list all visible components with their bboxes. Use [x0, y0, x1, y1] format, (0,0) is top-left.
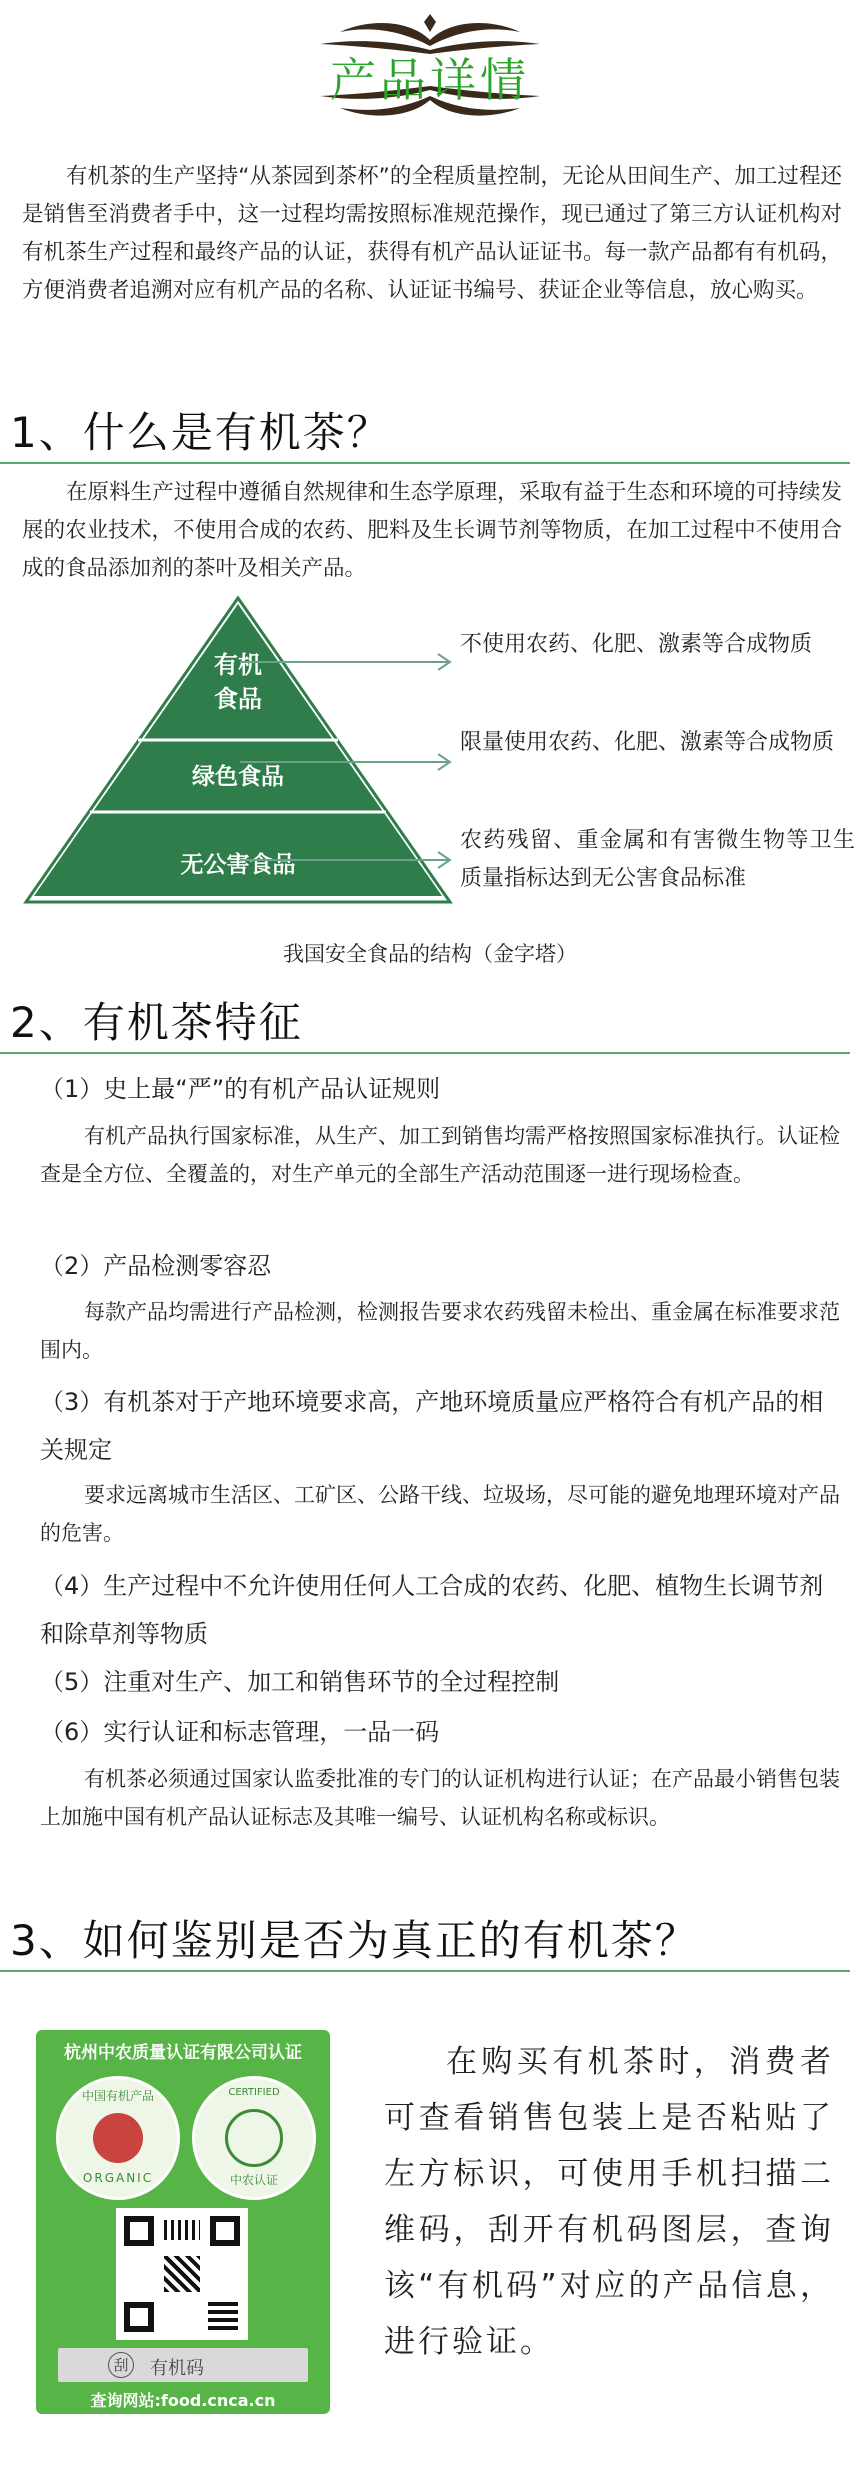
scratch-icon: 刮 — [108, 2352, 134, 2378]
badge-seed-icon — [93, 2113, 143, 2163]
section1-divider — [0, 462, 850, 464]
feature-6-heading: （6）实行认证和标志管理，一品一码 — [40, 1718, 440, 1746]
feature-1-body: 有机产品执行国家标准，从生产、加工到销售均需严格按照国家标准执行。认证检查是全方位、全覆盖的，对生产单元的全部生产活动范围逐一进行现场检查。 — [40, 1124, 840, 1186]
pyramid-organic-line1: 有机 — [214, 650, 262, 679]
organic-certification-label — [36, 2030, 330, 2414]
section1-title: 1、什么是有机茶？ — [10, 408, 391, 457]
label-issuer-text: 杭州中农质量认证有限公司认证 — [64, 2043, 302, 2063]
pyramid-level-green: 绿色食品 — [192, 763, 284, 790]
pyramid-desc-green: 限量使用农药、化肥、激素等合成物质 — [460, 730, 835, 755]
badge2-bottom-text: 中农认证 — [229, 2173, 278, 2187]
certified-badge-icon — [192, 2076, 316, 2200]
qr-code-icon[interactable] — [116, 2208, 248, 2340]
scratch-label: 有机码 — [150, 2358, 204, 2379]
pyramid-organic-line2: 食品 — [214, 684, 262, 713]
badge1-bottom-text: ORGANIC — [82, 2171, 154, 2185]
section1-paragraph: 在原料生产过程中遵循自然规律和生态学原理，采取有益于生态和环境的可持续发展的农业技术，不使用合成的农药、肥料及生长调节剂等物质，在加工过程中不使用合成的食品添加剂的茶叶及相关产品。 — [22, 480, 842, 581]
label-website: 查询网站:food.cnca.cn — [90, 2391, 276, 2410]
feature-2-heading: （2）产品检测零容忍 — [40, 1252, 272, 1280]
pyramid-desc-pollution-free: 农药残留、重金属和有害微生物等卫生质量指标达到无公害食品标准 — [460, 828, 855, 891]
feature-5-heading: （5）注重对生产、加工和销售环节的全过程控制 — [40, 1668, 560, 1696]
section2-title: 2、有机茶特征 — [10, 998, 303, 1047]
pyramid-caption: 我国安全食品的结构（金字塔） — [283, 942, 577, 966]
feature-3-body: 要求远离城市生活区、工矿区、公路干线、垃圾场，尽可能的避免地理环境对产品的危害。 — [40, 1483, 840, 1545]
intro-paragraph: 有机茶的生产坚持“从茶园到茶杯”的全程质量控制，无论从田间生产、加工过程还是销售至消费者手中，这一过程均需按照标准规范操作，现已通过了第三方认证机构对有机茶生产过程和最终产品的认证，获得有机产品认证证书。每一款产品都有有机码，方便消费者追溯对应有机产品的名称、认证证书编号、获证企业等信息，放心购买。 — [22, 164, 842, 303]
organic-badge-icon — [56, 2076, 180, 2200]
scratch-code-strip[interactable] — [58, 2348, 308, 2382]
badge1-top-text: 中国有机产品 — [81, 2089, 154, 2103]
badge-globe-icon — [225, 2109, 283, 2167]
section3-paragraph: 在购买有机茶时，消费者可查看销售包装上是否粘贴了左方标识，可使用手机扫描二维码，刮开有机码图层，查询该“有机码”对应的产品信息，进行验证。 — [384, 2044, 834, 2360]
pyramid-level-pollution-free: 无公害食品 — [180, 851, 296, 878]
feature-2-body: 每款产品均需进行产品检测，检测报告要求农药残留未检出、重金属在标准要求范围内。 — [40, 1300, 840, 1362]
page-title: 产品详情 — [330, 53, 530, 107]
feature-1-heading: （1）史上最“严”的有机产品认证规则 — [40, 1075, 441, 1103]
section2-divider — [0, 1052, 850, 1054]
feature-6-body: 有机茶必须通过国家认监委批准的专门的认证机构进行认证；在产品最小销售包装上加施中国有机产品认证标志及其唯一编号、认证机构名称或标识。 — [40, 1767, 840, 1829]
feature-3-heading: （3）有机茶对于产地环境要求高，产地环境质量应严格符合有机产品的相关规定 — [40, 1388, 824, 1464]
section3-title: 3、如何鉴别是否为真正的有机茶？ — [10, 1916, 699, 1965]
page-header — [0, 0, 860, 140]
feature-4-heading: （4）生产过程中不允许使用任何人工合成的农药、化肥、植物生长调节剂和除草剂等物质 — [40, 1572, 824, 1648]
pyramid-arrows — [240, 590, 460, 910]
badge2-top-text: CERTIFIED — [228, 2087, 280, 2098]
section3-divider — [0, 1970, 850, 1972]
pyramid-desc-organic: 不使用农药、化肥、激素等合成物质 — [460, 632, 813, 657]
